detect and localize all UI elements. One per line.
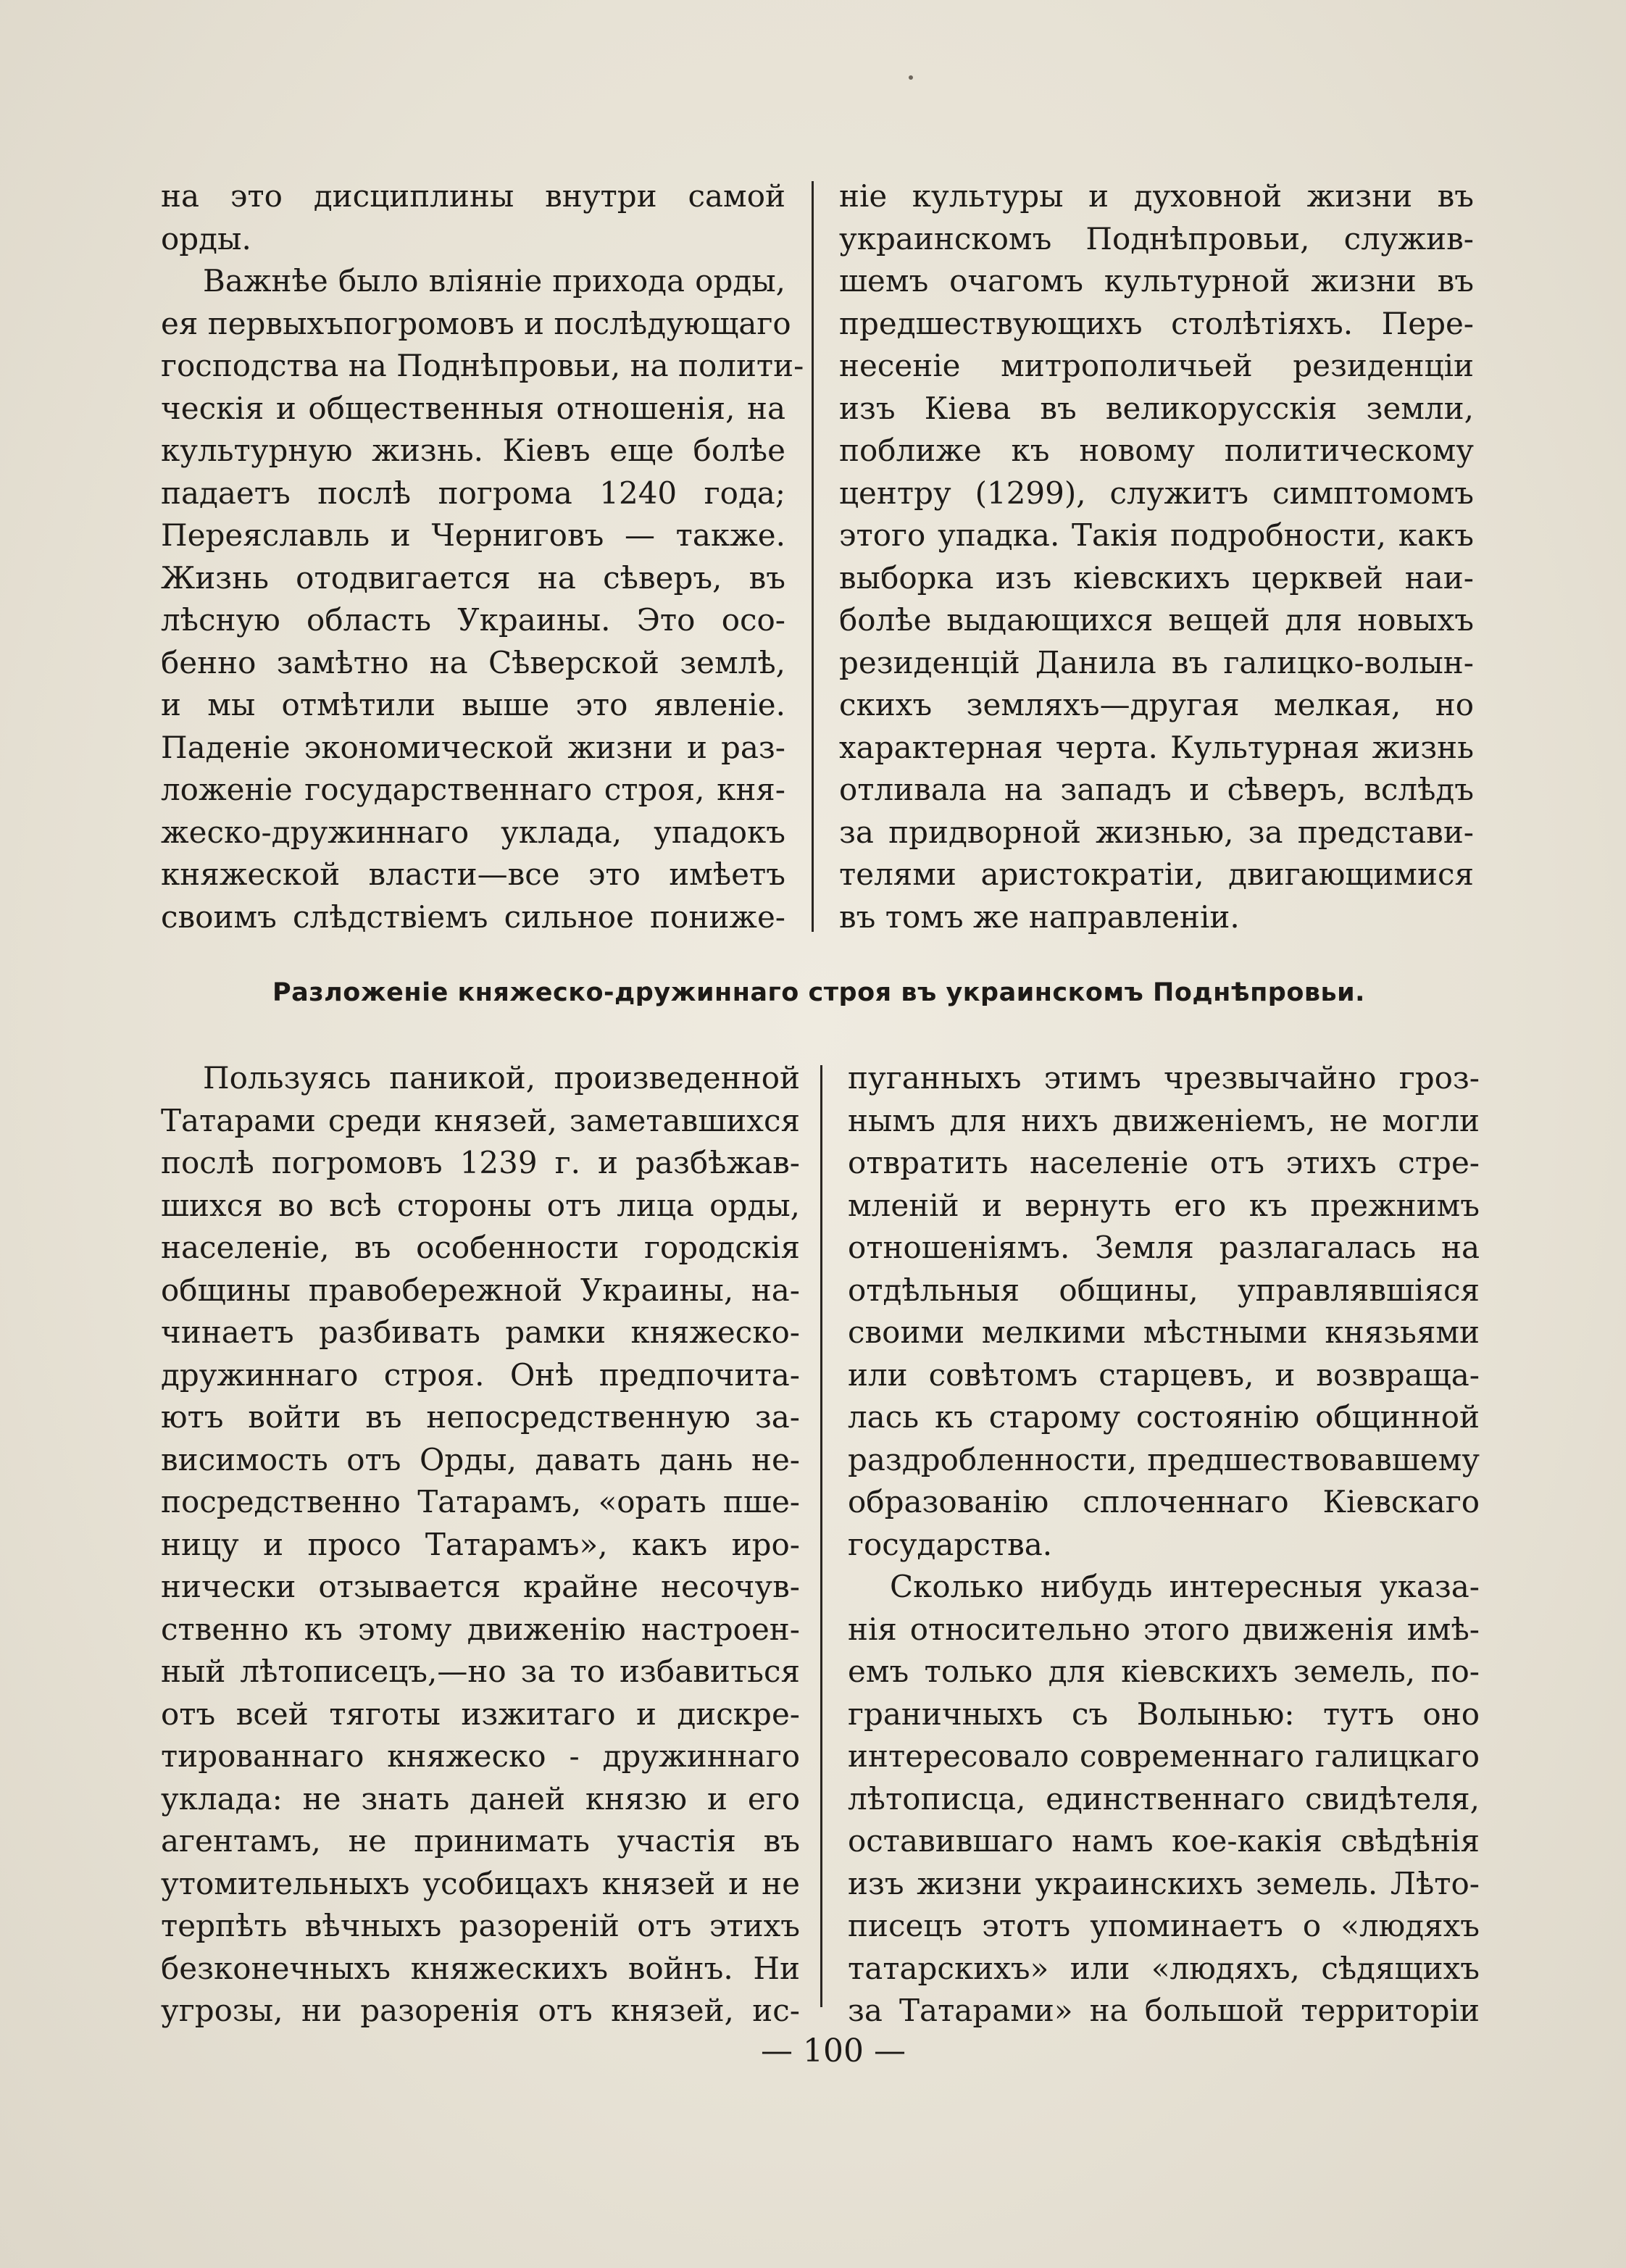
text-line: бенно замѣтно на Сѣверской землѣ,	[161, 644, 785, 680]
text-line: угрозы, ни разоренія отъ князей, ис-	[161, 1993, 800, 2028]
text-line: на это дисциплины внутри самой	[161, 178, 785, 214]
text-line: этого упадка. Такія подробности, какъ	[839, 517, 1474, 553]
text-line: поближе къ новому политическому	[839, 433, 1474, 468]
text-line: писецъ этотъ упоминаетъ о «людяхъ	[848, 1908, 1480, 1943]
text-line: тированнаго княжеско - дружиннаго	[161, 1738, 800, 1774]
text-line: государства.	[848, 1526, 1053, 1562]
text-line: интересовало современнаго галицкаго	[848, 1738, 1480, 1774]
text-line: за Татарами» на большой территоріи	[848, 1993, 1480, 2028]
text-line: Пользуясь паникой, произведенной	[203, 1060, 800, 1096]
text-line: уклада: не знать даней князю и его	[161, 1780, 800, 1817]
bottom-right-column	[848, 1057, 1480, 2033]
text-line: чинаетъ разбивать рамки княжеско-	[161, 1314, 800, 1350]
text-line: предшествующихъ столѣтіяхъ. Пере-	[839, 305, 1474, 341]
text-line: ніе культуры и духовной жизни въ	[839, 178, 1474, 214]
text-line: шихся во всѣ стороны отъ лица орды,	[161, 1187, 800, 1223]
page-number: — 100 —	[761, 2033, 906, 2069]
text-line: татарскихъ» или «людяхъ, сѣдящихъ	[848, 1950, 1480, 1986]
text-line: отдѣльныя общины, управлявшіяся	[848, 1272, 1480, 1308]
text-line: въ томъ же направленіи.	[839, 899, 1240, 935]
bottom-left-column	[161, 1057, 800, 2033]
text-line: нически отзывается крайне несочув-	[161, 1569, 800, 1604]
text-line: утомительныхъ усобицахъ князей и не	[161, 1865, 800, 1901]
text-line: изъ жизни украинскихъ земель. Лѣто-	[848, 1865, 1480, 1901]
text-line: ютъ войти въ непосредственную за-	[161, 1399, 800, 1435]
text-line: за придворной жизнью, за представи-	[839, 814, 1474, 850]
text-line: ческія и общественныя отношенія, на	[161, 390, 785, 426]
column-divider-bottom	[820, 1065, 822, 2007]
text-line: агентамъ, не принимать участія въ	[161, 1823, 800, 1859]
text-line: характерная черта. Культурная жизнь	[839, 729, 1474, 765]
text-line: резиденцій Данила въ галицко-волын-	[839, 644, 1474, 680]
text-line: шемъ очагомъ культурной жизни въ	[839, 263, 1474, 299]
text-line: населеніе, въ особенности городскія	[161, 1230, 800, 1265]
text-line: телями аристократіи, двигающимися	[839, 856, 1474, 892]
text-line: падаетъ послѣ погрома 1240 года;	[161, 475, 785, 511]
text-line: или совѣтомъ старцевъ, и возвраща-	[848, 1356, 1480, 1393]
text-line: скихъ земляхъ—другая мелкая, но	[839, 687, 1474, 722]
text-line: отливала на западъ и сѣверъ, вслѣдъ	[839, 772, 1474, 807]
text-line: Важнѣе было вліяніе прихода орды,	[203, 263, 785, 299]
top-right-column	[839, 175, 1474, 938]
text-line: нымъ для нихъ движеніемъ, не могли	[848, 1102, 1480, 1138]
text-line: отъ всей тяготы изжитаго и дискре-	[161, 1696, 800, 1732]
text-line: своимъ слѣдствіемъ сильное пониже-	[161, 899, 785, 935]
text-line: безконечныхъ княжескихъ войнъ. Ни	[161, 1950, 800, 1986]
text-line: оставившаго намъ кое-какія свѣдѣнія	[848, 1823, 1480, 1859]
text-line: жеско-дружиннаго уклада, упадокъ	[161, 814, 785, 850]
text-line: своими мелкими мѣстными князьями	[848, 1314, 1480, 1350]
text-line: ницу и просо Татарамъ», какъ иро-	[161, 1526, 800, 1562]
text-line: отношеніямъ. Земля разлагалась на	[848, 1230, 1480, 1265]
section-heading: Разложеніе княжеско-дружиннаго строя въ украинскомъ Поднѣпровьи.	[272, 978, 1365, 1007]
text-line: отвратить населеніе отъ этихъ стре-	[848, 1145, 1480, 1180]
text-line: мленій и вернуть его къ прежнимъ	[848, 1187, 1480, 1223]
text-line: орды.	[161, 220, 251, 257]
text-line: культурную жизнь. Кіевъ еще болѣе	[161, 433, 785, 468]
text-line: ственно къ этому движенію настроен-	[161, 1611, 800, 1647]
text-line: ложеніе государственнаго строя, кня-	[161, 772, 785, 807]
text-line: центру (1299), служитъ симптомомъ	[839, 475, 1474, 511]
text-line: выборка изъ кіевскихъ церквей наи-	[839, 559, 1474, 596]
text-line: княжеской власти—все это имѣетъ	[161, 856, 785, 892]
paper-speck	[909, 75, 913, 80]
text-line: несеніе митрополичьей резиденціи	[839, 348, 1474, 383]
text-line: послѣ погромовъ 1239 г. и разбѣжав-	[161, 1145, 800, 1180]
text-line: лѣсную область Украины. Это осо-	[161, 602, 785, 638]
text-line: ный лѣтописецъ,—но за то избавиться	[161, 1654, 800, 1689]
text-line: емъ только для кіевскихъ земель, по-	[848, 1654, 1480, 1689]
column-divider-top	[812, 181, 814, 932]
text-line: пуганныхъ этимъ чрезвычайно гроз-	[848, 1060, 1480, 1096]
text-line: Сколько нибудь интересныя указа-	[890, 1569, 1480, 1604]
text-line: изъ Кіева въ великорусскія земли,	[839, 390, 1474, 426]
top-left-column	[161, 175, 804, 938]
text-line: образованію сплоченнаго Кіевскаго	[848, 1484, 1480, 1519]
text-line: украинскомъ Поднѣпровьи, служив-	[839, 220, 1474, 257]
text-line: посредственно Татарамъ, «орать пше-	[161, 1484, 800, 1519]
text-line: лась къ старому состоянію общинной	[848, 1399, 1480, 1435]
text-line: господства на Поднѣпровьи, на полити-	[161, 348, 804, 383]
text-line: дружиннаго строя. Онѣ предпочита-	[161, 1356, 800, 1393]
text-line: общины правобережной Украины, на-	[161, 1272, 800, 1308]
text-line: граничныхъ съ Волынью: тутъ оно	[848, 1696, 1480, 1732]
text-line: Жизнь отодвигается на сѣверъ, въ	[161, 559, 785, 596]
text-line: Татарами среди князей, заметавшихся	[161, 1102, 800, 1138]
text-line: Переяславль и Черниговъ — также.	[161, 517, 785, 553]
text-line: терпѣть вѣчныхъ разореній отъ этихъ	[161, 1908, 800, 1943]
text-line: болѣе выдающихся вещей для новыхъ	[839, 602, 1474, 638]
text-line: лѣтописца, единственнаго свидѣтеля,	[848, 1780, 1480, 1817]
text-line: раздробленности, предшествовавшему	[848, 1441, 1480, 1477]
text-line: Паденіе экономической жизни и раз-	[161, 729, 785, 765]
text-line: и мы отмѣтили выше это явленіе.	[161, 687, 785, 722]
text-line: висимость отъ Орды, давать дань не-	[161, 1441, 800, 1477]
text-line: ея первыхъпогромовъ и послѣдующаго	[161, 305, 791, 341]
text-line: нія относительно этого движенія имѣ-	[848, 1611, 1480, 1647]
